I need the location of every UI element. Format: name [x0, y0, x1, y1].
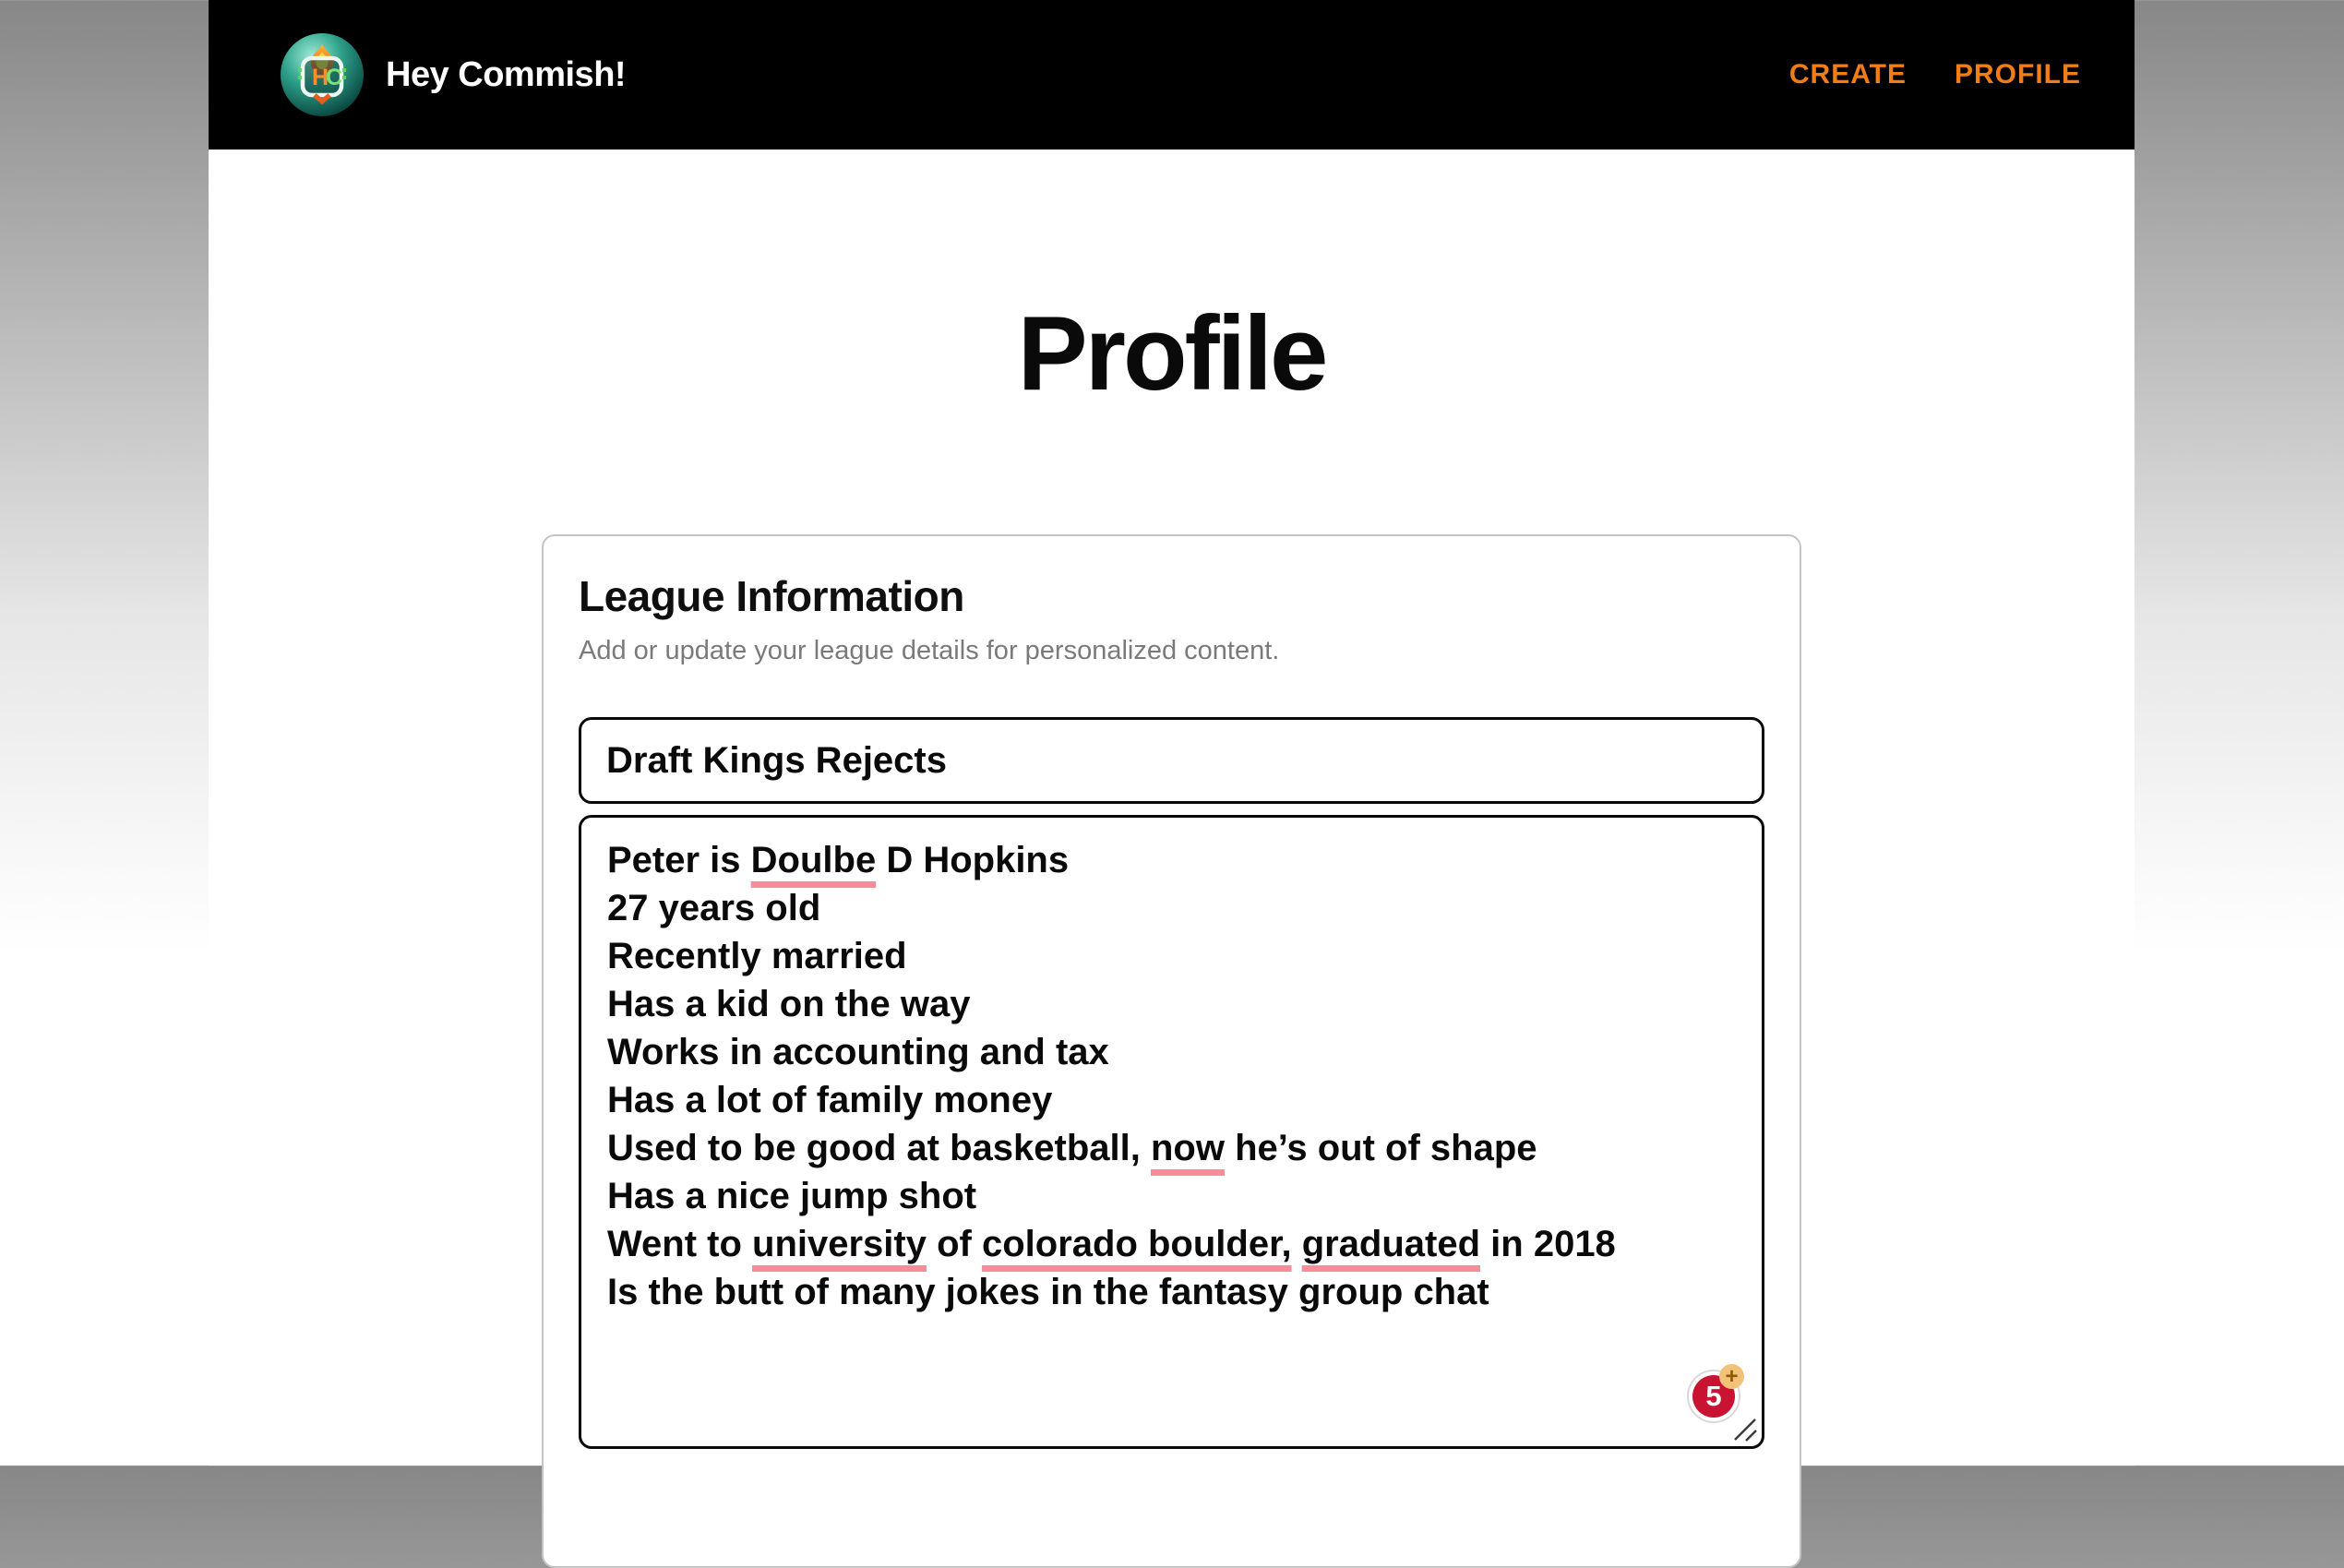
notes-text: Works in accounting and tax: [607, 1032, 1109, 1073]
notes-text: Has a kid on the way: [607, 984, 971, 1025]
notes-line: [607, 836, 1736, 884]
nav-link-create[interactable]: CREATE: [1788, 59, 1907, 90]
notes-line: [607, 884, 1736, 932]
league-details-field-wrap: [579, 815, 1764, 1449]
spellcheck-flagged-word: Doulbe: [750, 840, 877, 881]
card-subtitle: Add or update your league details for personalized content.: [579, 636, 1280, 666]
notes-text: Peter is: [607, 840, 751, 881]
notes-text: [1292, 1224, 1302, 1264]
spellcheck-flagged-word: university: [752, 1224, 927, 1265]
card-title: League Information: [579, 572, 964, 621]
nav-link-profile[interactable]: PROFILE: [1954, 59, 2081, 90]
grammar-error-count: 5: [1705, 1380, 1722, 1413]
notes-text: Went to: [607, 1224, 753, 1265]
notes-text: Is the butt of many jokes in the fantasy group chat: [607, 1272, 1489, 1313]
notes-line: [607, 1220, 1736, 1268]
app-logo-icon: [281, 33, 364, 116]
notes-text: D Hopkins: [876, 840, 1070, 881]
notes-line: [607, 980, 1736, 1028]
page: [209, 0, 2135, 1466]
page-title: Profile: [1017, 295, 1326, 413]
grammar-plus-badge: +: [1719, 1364, 1744, 1389]
svg-text:C: C: [326, 65, 343, 90]
notes-text: Has a lot of family money: [607, 1080, 1053, 1121]
notes-text: Recently married: [607, 936, 907, 977]
notes-text: in 2018: [1480, 1224, 1616, 1265]
spellcheck-flagged-word: now: [1150, 1128, 1225, 1169]
notes-line: [607, 932, 1736, 980]
svg-text:H: H: [312, 65, 329, 90]
notes-line: [607, 1028, 1736, 1076]
league-name-input[interactable]: [579, 717, 1764, 804]
spellcheck-flagged-word: colorado boulder,: [981, 1224, 1292, 1265]
textarea-resize-handle[interactable]: [1728, 1412, 1759, 1443]
spellcheck-flagged-word: graduated: [1301, 1224, 1481, 1265]
app-header: [209, 0, 2135, 150]
league-information-card: [542, 534, 1801, 1568]
notes-text: of: [926, 1224, 982, 1265]
notes-text: Used to be good at basketball,: [607, 1128, 1151, 1169]
notes-line: [607, 1076, 1736, 1124]
notes-line: [607, 1172, 1736, 1220]
brand-home-link[interactable]: [281, 33, 626, 116]
header-nav: [1789, 59, 2081, 90]
notes-line: [607, 1268, 1736, 1316]
notes-text: Has a nice jump shot: [607, 1176, 977, 1217]
notes-text: 27 years old: [607, 888, 821, 929]
notes-text: he’s out of shape: [1224, 1128, 1537, 1169]
brand-title: Hey Commish!: [386, 54, 627, 94]
notes-line: [607, 1124, 1736, 1172]
league-details-textarea[interactable]: [579, 815, 1764, 1449]
